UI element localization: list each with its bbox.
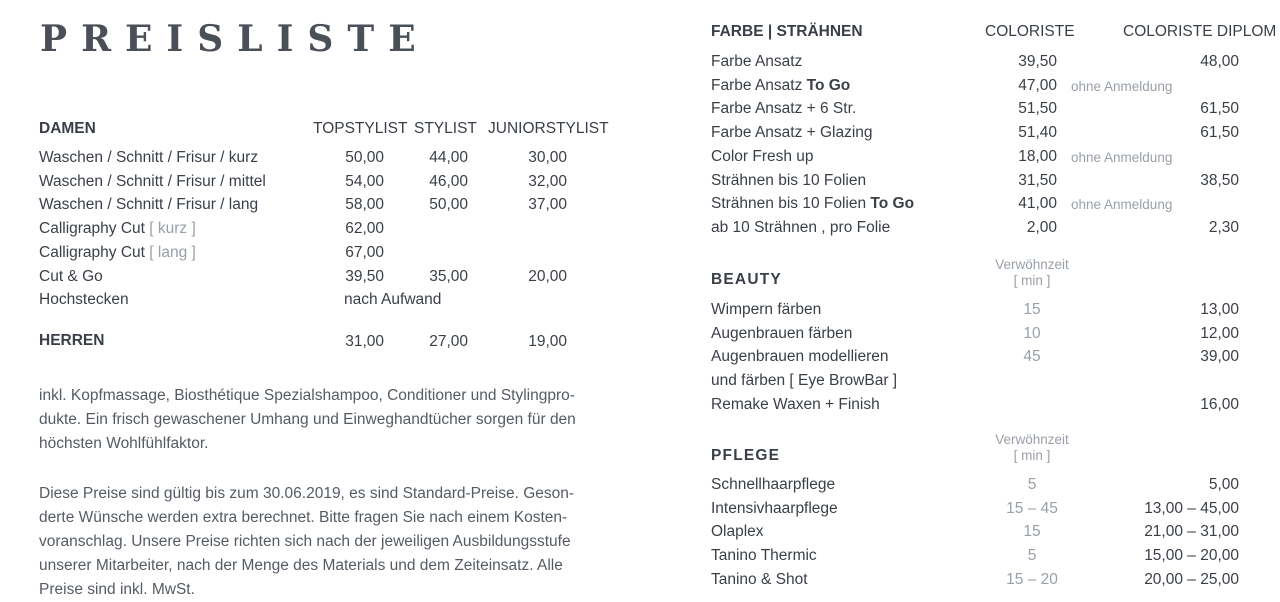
to-go-badge: To Go (870, 195, 915, 213)
service-name: Calligraphy Cut (39, 243, 145, 261)
farbe-row-extra-note: ohne Anmeldung (1071, 78, 1173, 94)
damen-row-label (39, 193, 258, 217)
pflege-row-label: Olaplex (711, 523, 764, 541)
farbe-row-coloriste-price: 51,50 (1018, 100, 1057, 118)
pflege-row-price: 13,00 – 45,00 (1144, 499, 1239, 517)
note-validity-line: voranschlag. Unsere Preise richten sich nach der jeweiligen Ausbildungsstufe (39, 533, 571, 550)
to-go-badge: To Go (806, 76, 851, 94)
farbe-row-extra-note: ohne Anmeldung (1071, 149, 1173, 165)
length-note: [ kurz ] (149, 220, 196, 238)
farbe-row-coloriste-price: 47,00 (1018, 76, 1057, 94)
farbe-row-coloriste-price: 41,00 (1018, 195, 1057, 213)
farbe-row-diplom-price: 61,50 (1200, 100, 1239, 118)
damen-row-label (39, 241, 196, 265)
beauty-row-price: 16,00 (1200, 395, 1239, 413)
damen-row-top-price: 39,50 (345, 267, 384, 285)
farbe-row-diplom-price: 61,50 (1200, 124, 1239, 142)
pflege-time-unit: [ min ] (1013, 448, 1051, 463)
damen-row-junior-price: 30,00 (528, 149, 567, 166)
pflege-row-time: 15 – 20 (1006, 570, 1058, 588)
herren-stylist-price: 27,00 (429, 333, 468, 350)
pflege-row-label: Intensivhaarpflege (711, 499, 838, 517)
damen-row-top-price: 58,00 (345, 196, 384, 214)
note-validity-line: unserer Mitarbeiter, nach der Menge des Materials und dem Zeiteinsatz. Alle (39, 557, 563, 574)
service-name: Farbe Ansatz + Glazing (711, 124, 873, 142)
farbe-row-diplom-price: 2,30 (1208, 218, 1239, 236)
damen-row-junior-price: 37,00 (528, 196, 567, 214)
pflege-time-header: Verwöhnzeit (995, 432, 1069, 447)
beauty-row-price: 39,00 (1200, 348, 1239, 366)
beauty-row-price: 12,00 (1200, 324, 1239, 342)
damen-row-stylist-price: 35,00 (429, 267, 468, 285)
beauty-row-label: Augenbrauen färben (711, 324, 853, 342)
damen-row-stylist-price: 50,00 (429, 196, 468, 214)
beauty-row-label: Wimpern färben (711, 301, 822, 318)
col-juniorstylist: JUNIORSTYLIST (488, 120, 609, 137)
service-name: Calligraphy Cut (39, 220, 145, 238)
farbe-heading: FARBE | STRÄHNEN (711, 23, 863, 40)
farbe-row-coloriste-price: 31,50 (1018, 171, 1057, 189)
pflege-row-label: Schnellhaarpflege (711, 476, 836, 493)
beauty-row-label: Augenbrauen modellieren (711, 348, 889, 366)
pflege-row-label: Tanino & Shot (711, 570, 808, 588)
note-validity-line: Preise sind inkl. MwSt. (39, 581, 195, 598)
service-name: Cut & Go (39, 267, 103, 285)
pflege-heading: PFLEGE (711, 447, 781, 464)
beauty-heading: BEAUTY (711, 271, 782, 288)
beauty-row-time: 45 (1023, 348, 1041, 366)
pflege-row-label: Tanino Thermic (711, 547, 817, 565)
length-note: [ lang ] (149, 243, 196, 261)
service-name: Waschen / Schnitt / Frisur / mittel (39, 172, 266, 190)
beauty-row-time: 15 (1023, 301, 1041, 318)
service-name: Strähnen bis 10 Folien (711, 171, 867, 189)
pflege-row-price: 21,00 – 31,00 (1144, 523, 1239, 541)
damen-row-price-note: nach Aufwand (344, 291, 442, 309)
farbe-row-diplom-price: 48,00 (1200, 53, 1239, 70)
service-name: Farbe Ansatz (711, 53, 803, 70)
farbe-row-extra-note: ohne Anmeldung (1071, 197, 1173, 213)
herren-top-price: 31,00 (345, 333, 384, 350)
col-coloriste: COLORISTE (985, 23, 1075, 40)
farbe-row-label (711, 74, 850, 98)
farbe-row-label (711, 169, 866, 193)
beauty-row-label: Remake Waxen + Finish (711, 395, 880, 413)
herren-junior-price: 19,00 (528, 333, 567, 350)
herren-heading: HERREN (39, 332, 105, 349)
note-validity (39, 482, 599, 602)
service-name: Farbe Ansatz (711, 76, 803, 94)
farbe-row-coloriste-price: 39,50 (1018, 53, 1057, 70)
farbe-row-label (711, 216, 890, 240)
damen-row-label (39, 170, 266, 194)
col-coloriste-diplom: COLORISTE DIPLOM (1123, 23, 1277, 40)
pflege-row-time: 5 (1027, 476, 1037, 493)
note-included (39, 384, 599, 456)
damen-row-junior-price: 20,00 (528, 267, 567, 285)
beauty-time-unit: [ min ] (1013, 273, 1051, 288)
farbe-row-label (711, 192, 914, 216)
damen-row-top-price: 67,00 (345, 243, 384, 261)
damen-row-label (39, 217, 196, 241)
damen-row-junior-price: 32,00 (528, 172, 567, 190)
pflege-row-time: 5 (1027, 547, 1037, 565)
note-included-line: inkl. Kopfmassage, Biosthétique Spezialshampoo, Conditioner und Stylingpro- (39, 387, 575, 404)
beauty-row-label: und färben [ Eye BrowBar ] (711, 372, 898, 390)
col-topstylist: TOPSTYLIST (313, 120, 408, 137)
service-name: Strähnen bis 10 Folien (711, 195, 867, 213)
col-stylist: STYLIST (414, 120, 477, 137)
service-name: Color Fresh up (711, 147, 814, 165)
farbe-row-label (711, 145, 814, 169)
pflege-row-time: 15 (1023, 523, 1041, 541)
damen-row-stylist-price: 44,00 (429, 149, 468, 166)
damen-row-stylist-price: 46,00 (429, 172, 468, 190)
farbe-row-label (711, 121, 873, 145)
farbe-row-diplom-price: 38,50 (1200, 171, 1239, 189)
service-name: Waschen / Schnitt / Frisur / lang (39, 196, 259, 214)
farbe-row-coloriste-price: 18,00 (1018, 147, 1057, 165)
farbe-row-coloriste-price: 2,00 (1026, 218, 1057, 236)
service-name: Farbe Ansatz + 6 Str. (711, 100, 857, 118)
service-name: Hochstecken (39, 291, 129, 309)
pflege-row-time: 15 – 45 (1006, 499, 1058, 517)
damen-row-top-price: 54,00 (345, 172, 384, 190)
beauty-row-time: 10 (1023, 324, 1041, 342)
pflege-row-price: 15,00 – 20,00 (1144, 547, 1239, 565)
damen-row-label (39, 288, 129, 312)
damen-row-top-price: 50,00 (345, 149, 384, 166)
service-name: Waschen / Schnitt / Frisur / kurz (39, 149, 259, 166)
note-validity-line: derte Wünsche werden extra berechnet. Bitte fragen Sie nach einem Kosten- (39, 509, 568, 526)
farbe-row-coloriste-price: 51,40 (1018, 124, 1057, 142)
service-name: ab 10 Strähnen , pro Folie (711, 218, 891, 236)
damen-heading: DAMEN (39, 120, 96, 137)
pflege-row-price: 20,00 – 25,00 (1144, 570, 1239, 588)
damen-row-label (39, 265, 103, 289)
beauty-row-price: 13,00 (1200, 301, 1239, 318)
beauty-time-header: Verwöhnzeit (995, 257, 1069, 272)
damen-row-top-price: 62,00 (345, 220, 384, 238)
note-included-line: dukte. Ein frisch gewaschener Umhang und Einweghandtücher sorgen für den (39, 411, 576, 428)
pflege-row-price: 5,00 (1208, 476, 1239, 493)
note-validity-line: Diese Preise sind gültig bis zum 30.06.2019, es sind Standard-Preise. Geson- (39, 485, 575, 502)
farbe-row-label (711, 50, 802, 74)
farbe-row-label (711, 97, 856, 121)
note-included-line: höchsten Wohlfühlfaktor. (39, 435, 209, 452)
page-title: PREISLISTE (40, 18, 430, 60)
damen-row-label (39, 146, 258, 170)
